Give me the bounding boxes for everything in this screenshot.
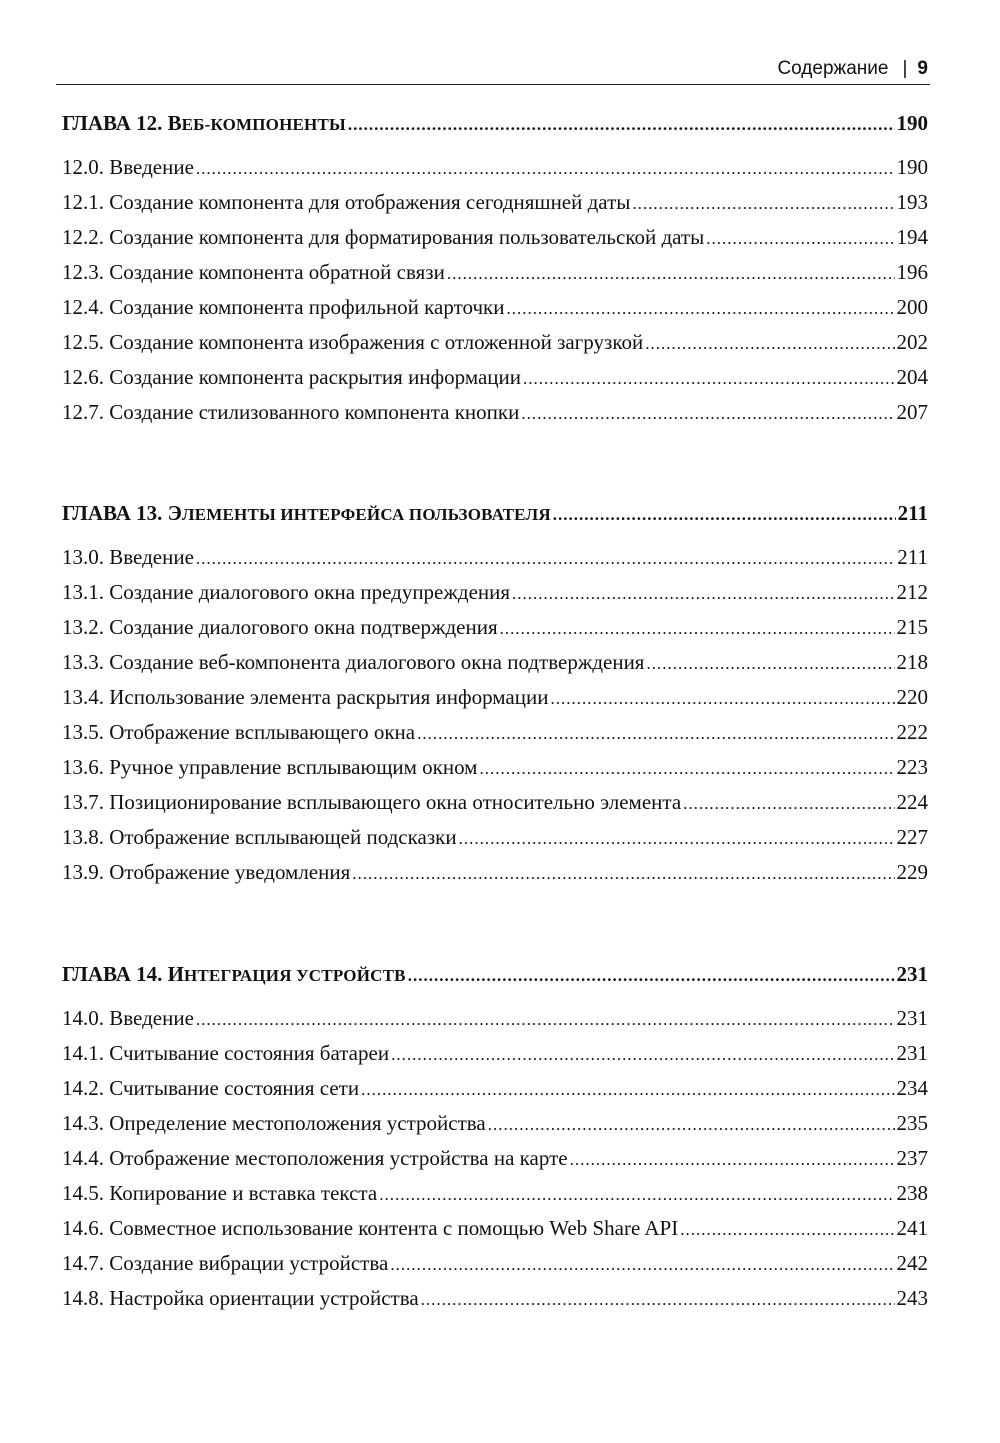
- toc-entry: 13.6. Ручное управление всплывающим окном ..... 223: [62, 750, 928, 785]
- toc-entry: 14.5. Копирование и вставка текста ..... 238: [62, 1176, 928, 1211]
- toc-entry: 13.3. Создание веб-компонента диалогового окна подтверждения ..... 218: [62, 645, 928, 680]
- chapter-heading: [62, 494, 928, 532]
- dot-leader: [408, 955, 895, 995]
- chapter-13: [62, 494, 928, 890]
- chapter-page: 211: [897, 501, 928, 525]
- header-page-number: 9: [917, 58, 928, 79]
- toc-entry: 14.6. Совместное использование контента с помощью Web Share API ..... 241: [62, 1211, 928, 1246]
- toc-entry: 12.6. Создание компонента раскрытия информации ..... 204: [62, 360, 928, 395]
- chapter-title: ГЛАВА 13. ЭЛЕМЕНТЫ ИНТЕРФЕЙСА ПОЛЬЗОВАТЕЛЯ: [62, 501, 551, 525]
- header-right: [777, 58, 928, 80]
- chapter-heading: [62, 104, 928, 142]
- header-section-title: Содержание: [777, 58, 889, 79]
- toc-entry: 14.0. Введение ..... 231: [62, 1001, 928, 1036]
- chapter-title: ГЛАВА 12. ВЕБ-КОМПОНЕНТЫ: [62, 111, 346, 135]
- chapter-12: [62, 104, 928, 430]
- toc-entry: 13.1. Создание диалогового окна предупреждения ..... 212: [62, 575, 928, 610]
- toc-entry: 13.5. Отображение всплывающего окна ..... 222: [62, 715, 928, 750]
- toc-entry: 13.2. Создание диалогового окна подтверждения ..... 215: [62, 610, 928, 645]
- toc-entry: 14.8. Настройка ориентации устройства ..... 243: [62, 1281, 928, 1316]
- dot-leader: [348, 104, 895, 144]
- toc-entry: 14.2. Считывание состояния сети ..... 234: [62, 1071, 928, 1106]
- toc-entry: 12.3. Создание компонента обратной связи ..... 196: [62, 255, 928, 290]
- dot-leader: [553, 494, 896, 534]
- toc-entry: 12.5. Создание компонента изображения с отложенной загрузкой ..... 202: [62, 325, 928, 360]
- chapter-page: 231: [896, 962, 928, 986]
- header-separator: |: [902, 58, 908, 79]
- chapter-page: 190: [896, 111, 928, 135]
- toc-entry: 13.9. Отображение уведомления ..... 229: [62, 855, 928, 890]
- toc-entry: 14.4. Отображение местоположения устройства на карте ..... 237: [62, 1141, 928, 1176]
- toc-entry: 12.4. Создание компонента профильной карточки ..... 200: [62, 290, 928, 325]
- toc-entry: 12.0. Введение ..... 190: [62, 150, 928, 185]
- chapter-heading: [62, 955, 928, 993]
- toc-entry: 12.1. Создание компонента для отображения сегодняшней даты ..... 193: [62, 185, 928, 220]
- toc-entry: 13.8. Отображение всплывающей подсказки ..... 227: [62, 820, 928, 855]
- running-header: [56, 54, 930, 85]
- toc-entry: 13.0. Введение ..... 211: [62, 540, 928, 575]
- chapter-14: [62, 955, 928, 1316]
- toc-entry: 13.7. Позиционирование всплывающего окна относительно элемента ..... 224: [62, 785, 928, 820]
- toc-entry: 13.4. Использование элемента раскрытия информации ..... 220: [62, 680, 928, 715]
- toc-entry: 12.7. Создание стилизованного компонента кнопки ..... 207: [62, 395, 928, 430]
- chapter-title: ГЛАВА 14. ИНТЕГРАЦИЯ УСТРОЙСТВ: [62, 962, 406, 986]
- toc-entry: 14.1. Считывание состояния батареи ..... 231: [62, 1036, 928, 1071]
- toc-entry: 14.7. Создание вибрации устройства ..... 242: [62, 1246, 928, 1281]
- toc-entry: 14.3. Определение местоположения устройства ..... 235: [62, 1106, 928, 1141]
- toc-entry: 12.2. Создание компонента для форматирования пользовательской даты ..... 194: [62, 220, 928, 255]
